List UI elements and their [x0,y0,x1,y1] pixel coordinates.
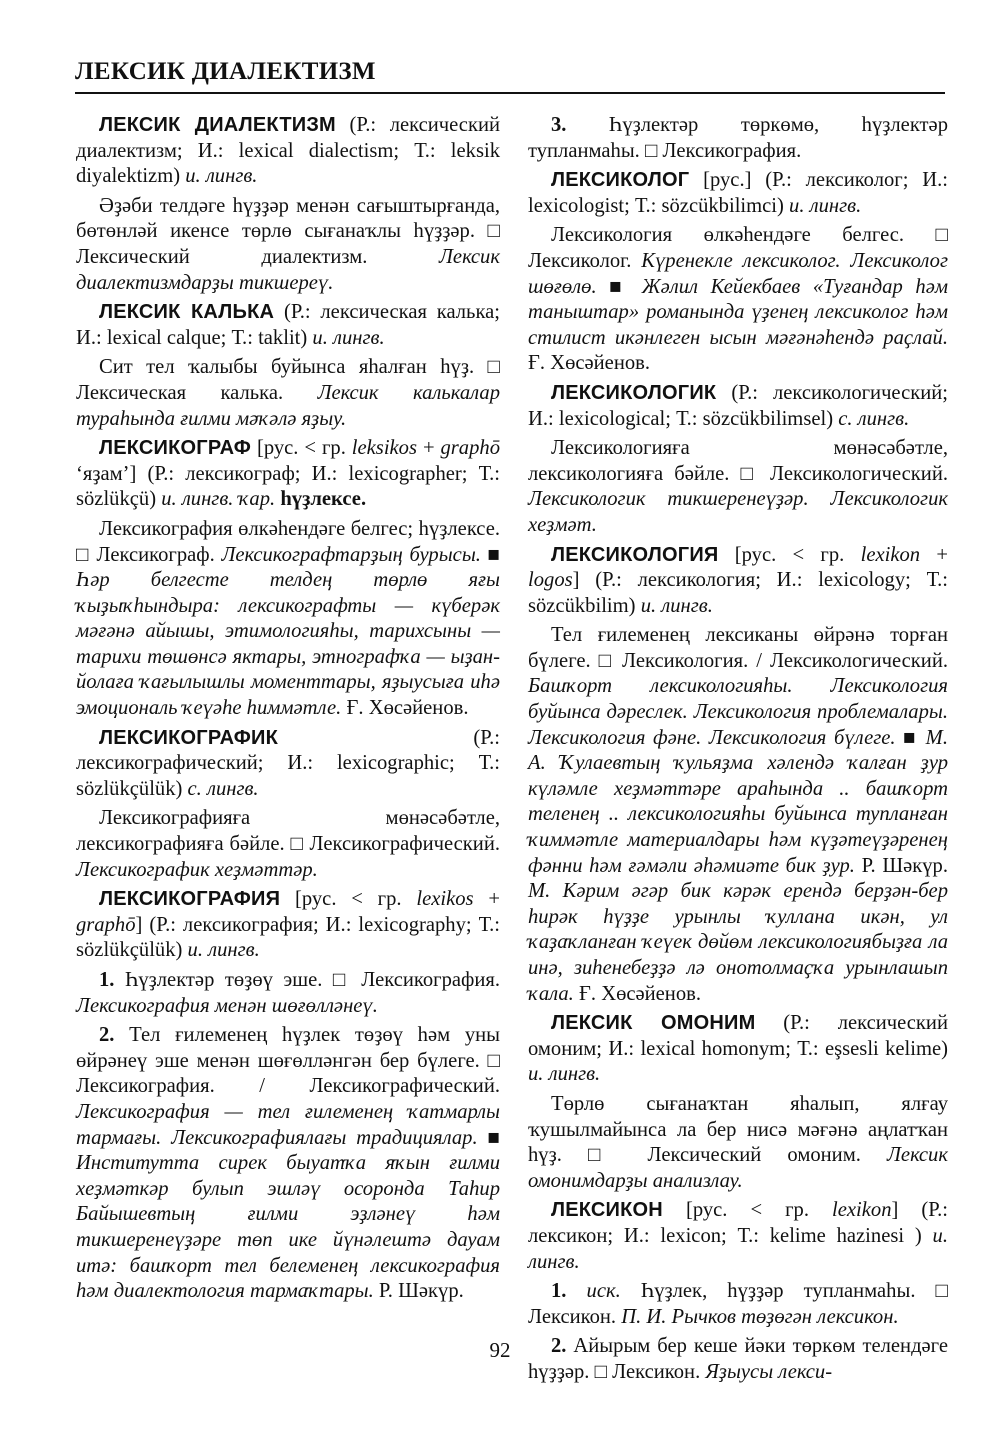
part-of-speech: и. лингв. [789,194,862,217]
example: Лексикографик хеҙмәттәр. [76,858,318,881]
part-of-speech: и. лингв. [185,165,258,188]
etymon: lexikon [860,543,921,566]
etymology: ] (Р.: лексикология; И.: lexicology; Т.: sözcükbilim) [528,569,948,617]
etymology: [рус.] (Р.: лексиколог; И.: lexicologist; Т.: sözcükbilimci) [528,169,948,217]
etymon: graphō [440,437,500,460]
citation-author: Р. Шәкүр. [854,854,948,877]
etymon: lexikos [416,888,474,911]
headword: ЛЕКСИКОГРАФ [99,437,252,460]
citation-author: Ғ. Хөсәйенов. [341,697,469,720]
entry-leksik-dialektizm [76,113,500,190]
sense-3 [528,113,948,164]
entry-leksikografik [76,726,500,803]
entry-leksik-omonim [528,1011,948,1088]
definition-text: Тел ғилеменең һүҙлек төҙөү һәм уны өйрәнеү эше менән шөғөлләнгән бер бүлеге. □ Лексикография. / Лексикографический. [76,1024,500,1098]
etymology: [рус. < гр. [718,543,861,566]
definition-text: Һүҙлектәр төҙөү эше. □ Лексикография. [114,969,500,991]
definition [76,517,500,722]
running-header [75,58,945,98]
header-rule [75,92,945,94]
part-of-speech: с. лингв. [187,777,259,800]
citation: М. А. Ҡулаевтың ҡульяҙма хәлендә ҡалған ҙур күләмле хеҙмәттәре араһында .. башҡорт теленең .. лексикологияһы буйынса тупланған ҡиммәтле материалдары һәм күҙәтеүҙәренең фәнни һәм ғәмәли әһәмиәте бик ҙур. [528,726,948,877]
sense-number: 3. [551,114,567,136]
example: Лексикография — тел ғилеменең ҡатмарлы тармағы. Лексикографиялағы традициялар. [76,1100,500,1149]
definition-text: Лексикология өлкәһендәге белгес. □ Лексиколог. [528,224,948,272]
definition-text: Айырым бер кеше йәки төркөм телендәге һүҙҙәр. □ Лексикон. [528,1335,948,1383]
citation-author: Ғ. Хөсәйенов. [573,982,701,1005]
headword: ЛЕКСИКОЛОГИЯ [551,543,719,566]
sense-1 [76,968,500,1019]
etymology: ] (Р.: лексикография; И.: lexicography; Т.: sözlükçülük) [76,913,500,962]
part-of-speech: и. лингв. [528,1063,601,1086]
definition [528,436,948,538]
citation: М. Кәрим әгәр бик кәрәк ерендә берҙән-бер һирәк һүҙҙе урынлы ҡуллана икән, ул ҡаҙаҡланған ҡеүек дөйөм лексикологиябыҙға ла инә, зиһенебеҙҙә лә онотолмаҫҡа урынлашып ҡала. [528,880,948,1005]
part-of-speech: и. лингв. [528,1224,948,1273]
sense-number: 2. [99,1024,115,1047]
definition [528,1092,948,1194]
definition-text: Лексикологияға мөнәсәбәтле, лексикологияға бәйле. □ Лексикологический. [528,437,948,485]
part-of-speech: и. лингв. [187,939,260,962]
citation-author: Р. Шәкүр. [373,1280,464,1303]
etymology: ‘яҙам’] (Р.: лексикограф; И.: lexicographer; Т.: sözlükçü) [76,462,500,511]
example: Яҙыусы лекси- [705,1360,833,1383]
definition-text: Һүҙлек, һүҙҙәр тупланмаһы. □ Лексикон. [528,1280,948,1328]
definition [76,194,500,296]
right-column [528,113,948,1390]
citation: Жәлил Кейекбаев «Туғандар һәм таныштар» романында үҙенең лексиколог һәм стилист икәнлеген ысын мәғәнәһендә раҫлай. [528,275,948,349]
etymology: (Р.: лексикологический; И.: lexicological; Т.: sözcükbilimsel) [528,381,948,430]
definition [76,355,500,432]
page-number: 92 [489,1338,511,1362]
etymon: graphō [76,913,136,936]
cross-reference: һүҙлексе. [275,488,367,511]
example: Лексик омонимдарҙы анализлау. [528,1144,948,1192]
example: П. И. Рычков төҙөгән лексикон. [621,1305,899,1328]
part-of-speech: и. лингв. [640,594,713,617]
quote-marker: ■ [903,726,919,749]
definition-text: Тел ғилеменең лексиканы өйрәнә торған бүлеге. □ Лексикология. / Лексикологический. [528,624,948,672]
entry-leksikologik [528,381,948,432]
definition-text: Лексикография өлкәһендәге белгес; һүҙлексе. □ Лексикограф. [76,517,500,566]
entry-leksikolog [528,168,948,219]
entry-leksikograf [76,436,500,513]
definition-text: Әҙәби телдәге һүҙҙәр менән сағыштырғанда, бөтөнләй икенсе төрлө сығанаҡлы һүҙҙәр. □ Лексический диалектизм. [76,194,500,268]
definition-text: Сит тел ҡалыбы буйынса яһалған һүҙ. □ Лексическая калька. [76,356,500,404]
etymology: [рус. < гр. [251,437,352,460]
sense-number: 1. [551,1280,567,1303]
etymology: (Р.: лексикографический; И.: lexicographic; Т.: sözlükçülük) [76,726,500,800]
example: Башҡорт лексикологияһы. Лексикология буйынса дәреслек. Лексикология проблемалары. Лексикология фәне. Лексикология бүлеге. [528,675,948,749]
part-of-speech: с. лингв. [838,407,910,430]
usage-label: иск. [566,1280,621,1303]
etymon: logos [528,569,573,592]
etymology: [рус. < гр. [280,888,417,911]
quote-marker: ■ [487,543,500,566]
headword: ЛЕКСИКОГРАФИК [99,726,279,749]
entry-leksik-kalka [76,300,500,351]
headword: ЛЕКСИК ОМОНИМ [551,1012,756,1035]
definition [528,223,948,377]
quote-marker: ■ [487,1126,500,1149]
sense-2 [76,1023,500,1305]
etymology: (Р.: лексический диалектизм; И.: lexical dialectism; Т.: leksik diyalektizm) [76,114,500,188]
definition [528,623,948,1007]
citation-author: Ғ. Хөсәйенов. [528,352,651,375]
definition-text: Төрлө сығанаҡтан яһалып, ялғау ҡушылмайынса ла бер нисә мәғәнә аңлатҡан һүҙ. □ Лексический омоним. [528,1092,948,1167]
headword: ЛЕКСИКОГРАФИЯ [99,888,281,911]
running-header-title: ЛЕКСИК ДИАЛЕКТИЗМ [75,58,376,85]
part-of-speech: и. лингв. ҡар. [161,488,276,511]
headword: ЛЕКСИКОЛОГИК [551,381,717,404]
etymology: + [920,543,948,566]
entry-leksikografiya [76,887,500,964]
headword: ЛЕКСИК КАЛЬКА [99,301,275,324]
entry-leksikologiya [528,543,948,620]
definition [76,806,500,883]
etymology: (Р.: лексический омоним; И.: lexical homonym; Т.: eşsesli kelime) [528,1012,948,1060]
example: Лексик калькалар тураһында ғилми мәҡәлә яҙыу. [76,381,500,430]
headword: ЛЕКСИКОН [551,1199,663,1222]
example: Лексик диалектизмдарҙы тикшереү. [76,245,500,294]
example: Лексикография менән шөғөлләнеү. [76,994,378,1017]
example: Лексикографтарҙың бурысы. [221,543,488,566]
definition-text: Һүҙлектәр төркөмө, һүҙлектәр тупланмаһы. □ Лексикография. [528,114,948,162]
etymology: + [473,888,500,911]
etymology: ] (Р.: лексикон; И.: lexicon; Т.: kelime hazinesi ) [528,1199,948,1247]
example: Күренекле лексиколог. Лексиколог шөғөлө. [528,249,948,298]
etymon: lexikon [832,1199,892,1222]
sense-number: 1. [99,969,115,991]
sense-1 [528,1279,948,1330]
definition-text: Лексикографияға мөнәсәбәтле, лексикографияға бәйле. □ Лексикографический. [76,807,500,856]
entry-leksikon [528,1198,948,1275]
headword: ЛЕКСИК ДИАЛЕКТИЗМ [99,114,336,136]
quote-marker: ■ [609,275,630,298]
example: Лексикологик тикшеренеүҙәр. Лексикологик хеҙмәт. [528,488,948,536]
etymon: leksikos [351,437,417,460]
sense-number: 2. [551,1335,567,1358]
citation: Институтта сирек быуатҡа яҡын ғилми хеҙмәткәр булып эшләү осоронда Таһир Байышевтың ғилми эҙләнеү һәм тикшеренеүҙәре төп ике йүнәлештә дауам итә: башҡорт тел белеменең лексикография һәм диалектология тармаҡтары. [76,1152,500,1303]
headword: ЛЕКСИКОЛОГ [551,169,690,192]
part-of-speech: и. лингв. [312,326,385,349]
citation: Һәр белгесте телдең төрлө яғы ҡыҙыҡһындыра: лексикографты — күберәк мәғәнә айышы, этимологияһы, тарихсыны — тарихи төшөнсә яктары, этнографҡа — ыҙан-йолаға ҡағылышлы моменттары, яҙыусыға иһә эмоциональ ҡеүәһе һиммәтле. [76,569,500,720]
etymology: (Р.: лексическая калька; И.: lexical calque; Т.: taklit) [76,301,500,349]
etymology: [рус. < гр. [662,1199,833,1222]
left-column [76,113,500,1309]
etymology: + [417,437,441,460]
